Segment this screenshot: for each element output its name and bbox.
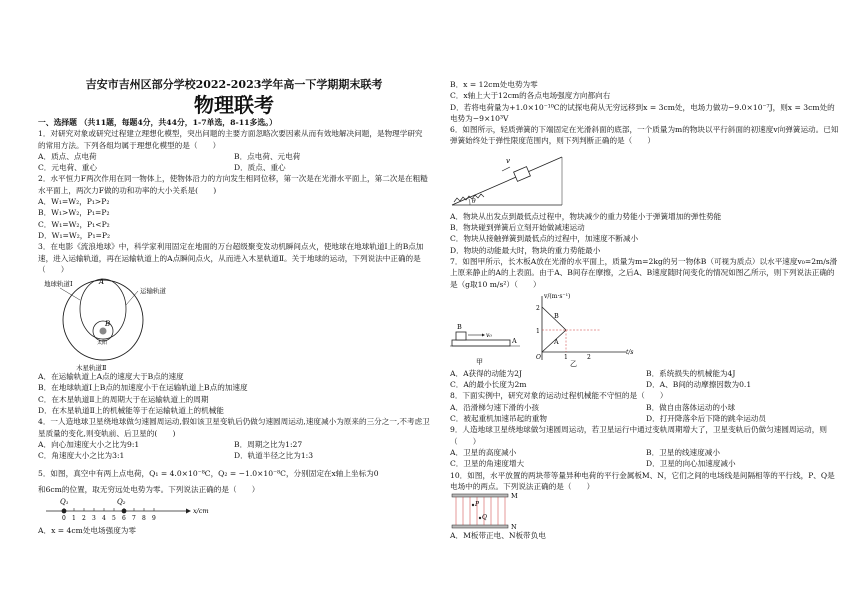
- sun-label: 太阳: [97, 340, 108, 347]
- q6-option-b: B．物块碰到弹簧后立刻开始做减速运动: [450, 223, 585, 233]
- axis-tick-label: 0: [62, 515, 66, 523]
- axis-diagram: [38, 495, 430, 525]
- x-axis-arrow-icon: [186, 509, 191, 514]
- q5-option-c: C．x轴上大于12cm的各点电场强度方向都向右: [450, 91, 611, 101]
- origin-label: O: [536, 353, 541, 361]
- fig-yi-label: 乙: [570, 359, 577, 368]
- exam-title: 吉安市吉州区部分学校2022-2023学年高一下学期期末联考: [85, 78, 383, 91]
- field-lines: [456, 497, 505, 525]
- q-label: Q: [482, 514, 487, 522]
- incline-diagram: [450, 147, 842, 211]
- axis-tick-label: 6: [122, 515, 126, 523]
- q7-option-d: D．A、B间的动摩擦因数为0.1: [646, 380, 752, 390]
- q6-stem: 6．如图所示，轻质弹簧的下端固定在光滑斜面的底部，一个质量为m的物块以平行斜面的初速度v向弹簧运动。已知弹簧始终处于弹性限度范围内，则下列判断正确的是（ ）: [450, 125, 839, 146]
- q1-stem: 1．对研究对象或研究过程建立理想化模型，突出问题的主要方面忽略次要因素从而有效地解决问题，是物理学研究的常用方法。下列各组均属于理想化模型的是（ ）: [38, 129, 423, 150]
- q5-stem-line1: 5．如图，真空中有两上点电荷，Q₁ = 4.0×10⁻⁸C，Q₂ = −1.0×10⁻⁸C，分别固定在x轴上坐标为0: [38, 468, 379, 478]
- q4-option-d: D．轨道半径之比为1:3: [234, 451, 314, 461]
- graph-a-label: A: [554, 337, 559, 346]
- q8-options-row2: [450, 413, 842, 424]
- x-tick-2: 2: [587, 353, 591, 361]
- axis-tick-label: 5: [112, 515, 116, 523]
- q9-option-d: D．卫星的向心加速度减小: [646, 459, 736, 469]
- y-tick-1: 1: [536, 327, 540, 335]
- point-b-label: B: [105, 320, 111, 329]
- point-q: [479, 517, 481, 519]
- q5-option-b: B．x = 12cm处电势为零: [450, 80, 538, 89]
- q3-stem: 3．在电影《流浪地球》中，科学家利用固定在地面的万台超级聚变发动机瞬间点火，使地球在地球轨道Ⅰ上的B点加速，进入运输轨道，再在运输轨道上的A点瞬间点火，从而进入木星轨道Ⅱ。关于地球的运动，下列说法中正确的是（ ）: [38, 242, 424, 274]
- q8-option-a: A．沿滑梯匀速下滑的小孩: [450, 402, 540, 412]
- subject-title: 物理联考: [194, 93, 274, 117]
- q4-options-row1: [38, 439, 430, 450]
- q7-options-row1: [450, 368, 842, 379]
- q8-option-d: D．打开降落伞后下降的跳伞运动员: [646, 414, 766, 424]
- q1-option-c: C．元电荷、重心: [38, 163, 97, 173]
- orbit-diagram: [38, 275, 430, 373]
- q10-stem: 10．如图，水平放置的两块带等量异种电荷的平行金属板M、N，它们之间的电场线是间隔相等的平行线，P、Q是电场中的两点。下列说法正确的是（ ）: [450, 470, 835, 491]
- q5-option-d: D．若将电荷量为+1.0×10⁻¹⁰C的试探电荷从无穷远移到x = 3cm处，电场力做功−9.0×10⁻⁷J，则x = 3cm处的电势为−9×10³V: [450, 102, 835, 123]
- q3-option-b: B．在地球轨道Ⅰ上B点的加速度小于在运输轨道上B点的加速度: [38, 383, 248, 393]
- point-a-label: A: [99, 278, 105, 287]
- earth-orbit-label: 地球轨道Ⅰ: [44, 280, 73, 289]
- q1-options-row1: [38, 151, 430, 162]
- block-icon: [514, 166, 531, 181]
- q7-stem: 7．如图甲所示，长木板A放在光滑的水平面上，质量为m=2kg的另一物体B（可视为质点）以水平速度v₀=2m/s滑上原来静止的A的上表面。由于A、B间存在摩擦，之后A、B速度随时间变化的情况如图乙所示，则下列说法正确的是（g取10 m/s²）（ ）: [450, 256, 838, 289]
- p-label: P: [475, 501, 480, 509]
- velocity-arrow: [502, 167, 510, 171]
- q4-option-a: A．向心加速度大小之比为9:1: [38, 439, 140, 449]
- q6-option-a: A．物块从出发点到最低点过程中，物块减少的重力势能小于弹簧增加的弹性势能: [450, 211, 722, 221]
- q7-options-row2: [450, 379, 842, 390]
- graph-b-label: B: [554, 311, 559, 320]
- q6-option-d: D．物块的动能最大时，物块的重力势能最小: [450, 245, 601, 255]
- plate-n: [452, 525, 508, 528]
- point-p: [472, 504, 474, 506]
- axis-tick-label: 1: [72, 515, 76, 523]
- q9-option-a: A．卫星的高度减小: [450, 447, 517, 457]
- axis-tick-label: 4: [102, 515, 106, 523]
- axis-tick-label: 3: [92, 515, 96, 523]
- jupiter-orbit-label: 木星轨道Ⅱ: [76, 364, 107, 373]
- board-velocity-diagram: [450, 290, 842, 368]
- q7-option-b: B．系统损失的机械能为4J: [646, 368, 736, 378]
- q1-option-a: A．质点、点电荷: [38, 151, 97, 161]
- jupiter-orbit: [63, 280, 143, 360]
- sun-icon: [100, 328, 107, 335]
- q8-option-c: C．被起重机加速吊起的重物: [450, 414, 547, 424]
- q9-option-b: B．卫星的线速度减小: [646, 447, 720, 457]
- q2-option-d: D．W₁=W₂，P₁=P₂: [38, 230, 111, 240]
- q2-option-a: A．W₁=W₂，P₁>P₂: [38, 197, 110, 207]
- plate-m: [452, 494, 508, 497]
- q4-stem: 4．一人造地球卫星绕地球做匀速圆周运动,假如该卫星变轨后仍做匀速圆周运动,速度减小为原来的三分之一,不考虑卫星质量的变化,则变轨前、后卫星的( ): [38, 417, 430, 438]
- axis-ticks: [62, 508, 156, 522]
- axis-tick-label: 8: [142, 515, 146, 523]
- q6-option-c: C．物块从接触弹簧到最低点的过程中，加速度不断减小: [450, 234, 639, 244]
- q9-options-row2: [450, 458, 842, 469]
- q7-option-c: C．A的最小长度为2m: [450, 380, 527, 390]
- q5-stem-line2: 和6cm的位置，取无穷远处电势为零。下列说法正确的是（ ）: [38, 484, 260, 494]
- q9-stem: 9．人造地球卫星绕地球做匀速圆周运动，若卫星运行中通过变轨周期增大了，卫星变轨后仍做匀速圆周运动，则（ ）: [450, 425, 827, 446]
- n-label: N: [511, 523, 517, 532]
- q1-option-b: B．点电荷、元电荷: [234, 151, 301, 161]
- transport-orbit-label: 运输轨道: [140, 287, 166, 296]
- q5-option-a: A．x = 4cm处电场强度为零: [38, 526, 136, 536]
- q1-options-row2: [38, 162, 430, 173]
- q4-options-row2: [38, 450, 430, 461]
- plates-diagram: [450, 492, 842, 530]
- right-column: [450, 0, 842, 541]
- q2-option-b: B．W₁>W₂，P₁=P₂: [38, 208, 110, 218]
- board-a-icon: [452, 340, 510, 346]
- q4-option-c: C．角速度大小之比为3:1: [38, 451, 125, 461]
- q8-stem: 8．下面实例中，研究对象的运动过程机械能不守恒的是（ ）: [450, 391, 668, 401]
- q2-option-c: C．W₁=W₂，P₁<P₂: [38, 219, 110, 229]
- q2-stem: 2．水平恒力F两次作用在同一物体上，使物体沿力的方向发生相同位移，第一次是在光滑水平面上，第二次是在粗糙水平面上，两次力F做的功和功率的大小关系是( ): [38, 174, 428, 195]
- v-label: v: [506, 156, 510, 165]
- q3-option-c: C．在木星轨道Ⅱ上的周期大于在运输轨道上的周期: [38, 394, 209, 404]
- m-label: M: [511, 492, 518, 501]
- v-axis-label: v/(m·s⁻¹): [544, 292, 571, 300]
- q1-label: Q₁: [60, 498, 69, 507]
- q2-label: Q₂: [117, 498, 126, 507]
- t-axis-label: t/s: [626, 348, 634, 356]
- q9-option-c: C．卫星的角速度增大: [450, 459, 525, 469]
- q10-option-a: A．M板带正电、N板带负电: [450, 531, 546, 541]
- axis-tick-label: 7: [132, 515, 136, 523]
- theta-label: θ: [472, 197, 476, 205]
- axis-tick-label: 9: [152, 515, 156, 523]
- x-tick-1: 1: [564, 353, 568, 361]
- b-label: B: [457, 322, 462, 331]
- block-b-icon: [456, 332, 466, 340]
- q3-option-d: D．在木星轨道Ⅱ上的机械能等于在运输轨道上的机械能: [38, 406, 224, 416]
- x-unit-label: x/cm: [193, 507, 209, 516]
- axis-tick-label: 2: [82, 515, 86, 523]
- q8-options-row1: [450, 402, 842, 413]
- y-tick-2: 2: [536, 304, 540, 312]
- q4-option-b: B．周期之比为1:27: [234, 439, 303, 449]
- q1-option-d: D．质点、重心: [234, 163, 286, 173]
- q7-option-a: A．A获得的动能为2J: [450, 368, 522, 378]
- fig-jia-label: 甲: [476, 357, 483, 366]
- a-label: A: [512, 336, 517, 345]
- left-column: [38, 0, 430, 536]
- v0-label: v₀: [486, 331, 492, 339]
- q3-option-a: A．在运输轨道上A点的速度大于B点的速度: [38, 372, 184, 382]
- section-heading: 一、选择题 （共11题，每题4分，共44分，1-7单选，8-11多选。）: [38, 118, 277, 127]
- q8-option-b: B．做自由落体运动的小球: [646, 402, 736, 412]
- q9-options-row1: [450, 447, 842, 458]
